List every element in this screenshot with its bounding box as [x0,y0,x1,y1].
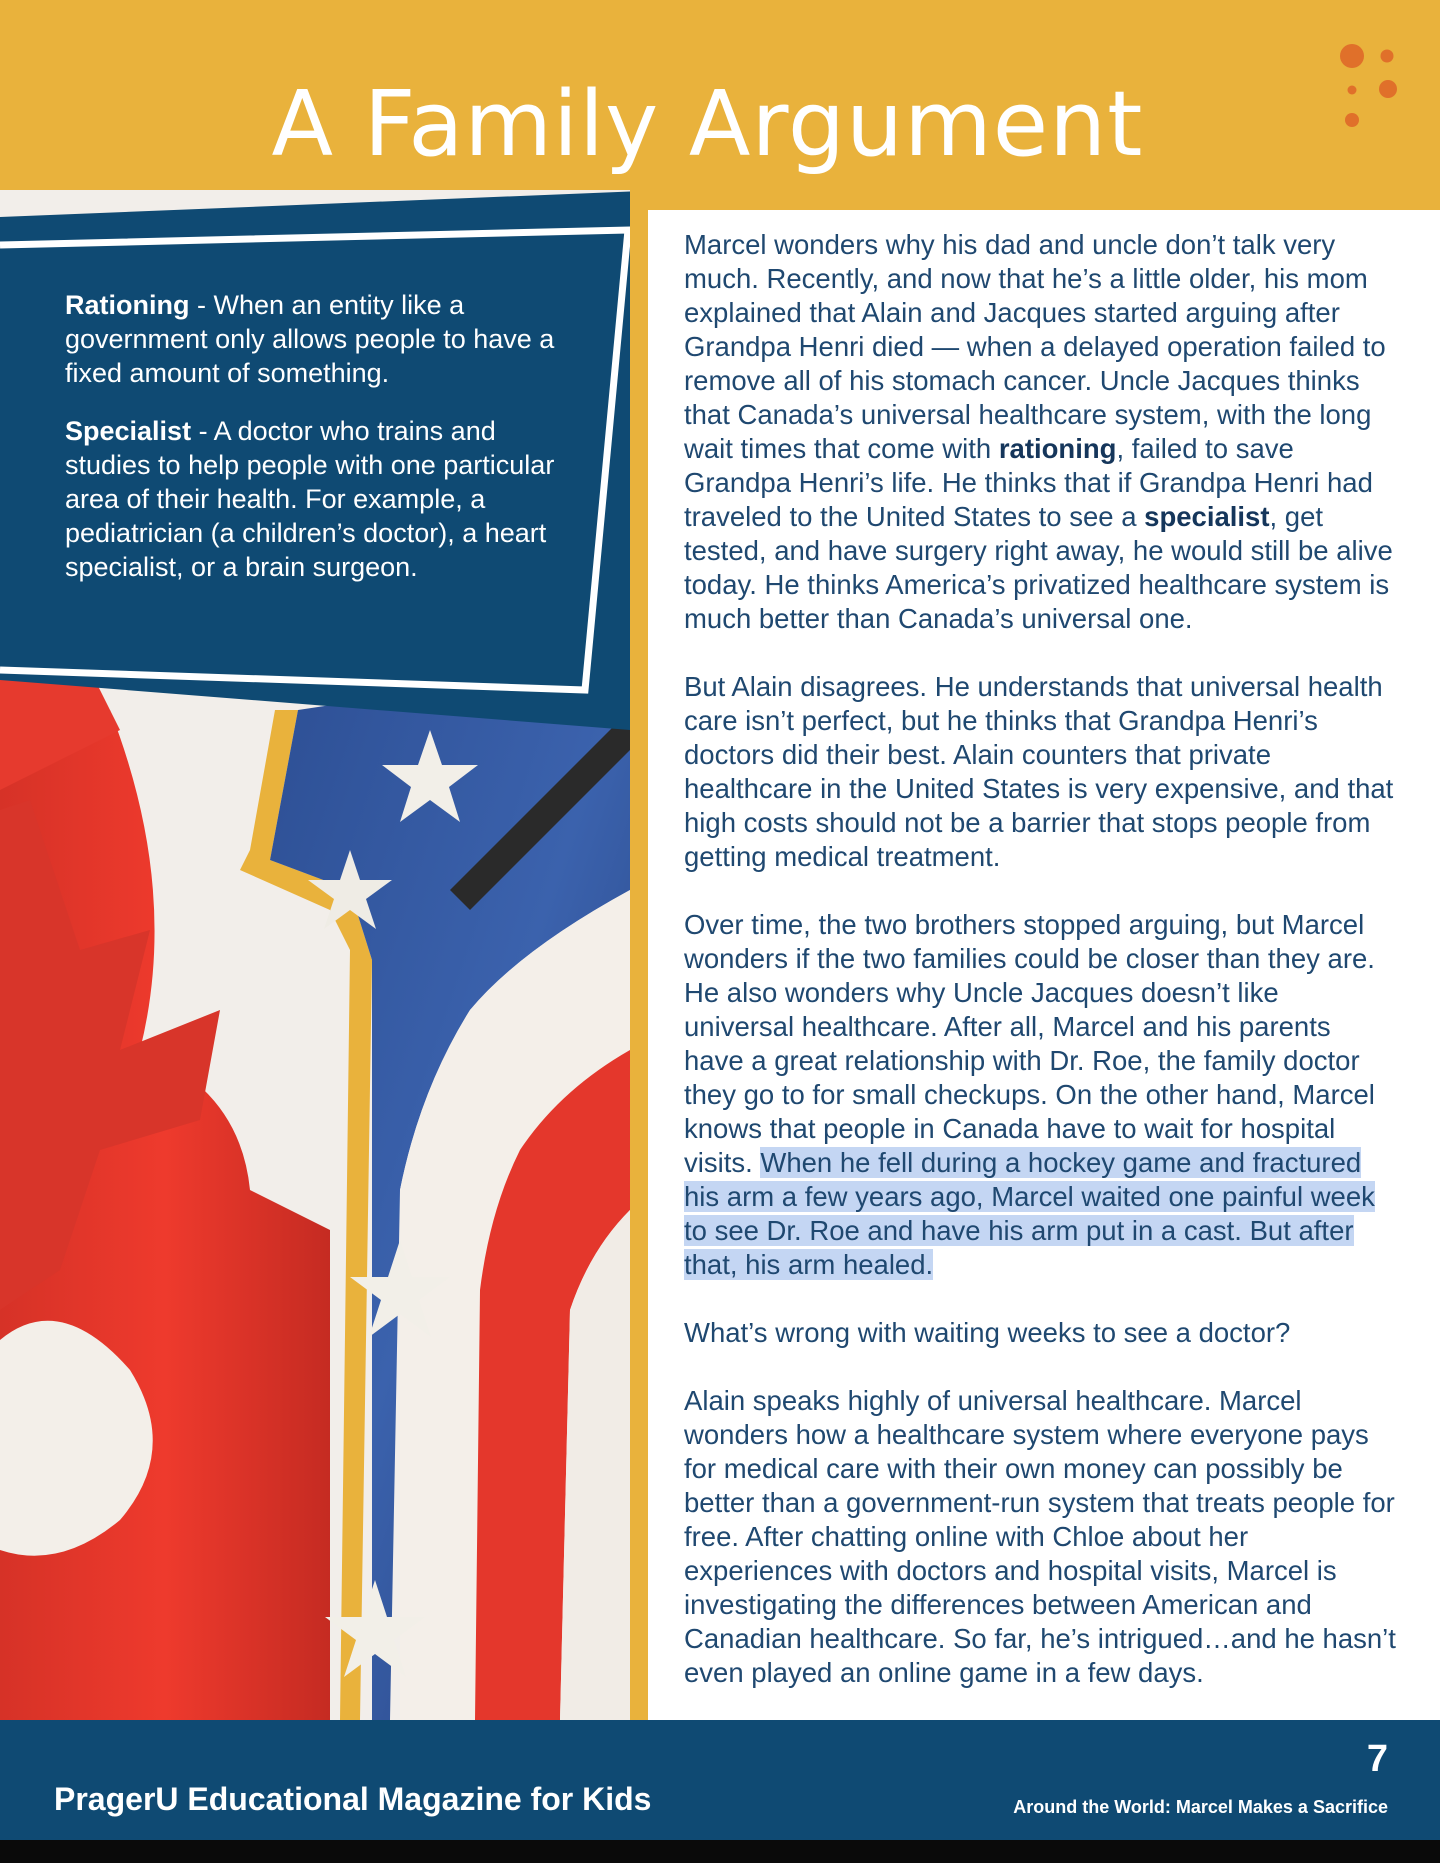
article-paragraph: Marcel wonders why his dad and uncle don’t talk very much. Recently, and now that he’s a little older, his mom explained that Alain and Jacques started arguing after Grandpa Henri died — when a delayed operation failed to remove all of his stomach cancer. Uncle Jacques thinks that Canada’s universal healthcare system, with the long wait times that come with rationing, failed to save Grandpa Henri’s life. He thinks that if Grandpa Henri had traveled to the United States to see a specialist, get tested, and have surgery right away, he would still be alive today. He thinks America’s privatized healthcare system is much better than Canada’s universal one. [684,229,1393,634]
column-divider [630,190,648,1720]
definition-item [65,288,565,390]
definition-item [65,414,565,584]
footer-band [0,1720,1440,1840]
decorative-dots-icon [1320,40,1400,140]
page-number: 7 [1366,1738,1388,1780]
article-paragraph: Over time, the two brothers stopped arguing, but Marcel wonders if the two families could be closer than they are. He also wonders why Uncle Jacques doesn’t like universal healthcare. After all, Marcel and his parents have a great relationship with Dr. Roe, the family doctor they go to for small checkups. On the other hand, Marcel knows that people in Canada have to wait for hospital visits. When he fell during a hockey game and fractured his arm a few years ago, Marcel waited one painful week to see Dr. Roe and have his arm put in a cast. But after that, his arm healed. [684,909,1375,1280]
definition-term: Rationing [65,290,190,320]
dot [1379,80,1397,98]
magazine-name: PragerU Educational Magazine for Kids [54,1781,652,1817]
article-question: What’s wrong with waiting weeks to see a doctor? [684,1317,1291,1348]
glossary-term-rationing: rationing [998,433,1117,464]
glossary-term-specialist: specialist [1144,501,1270,532]
definition-text: - When an entity like a government only allows people to have a fixed amount of something. [65,290,555,388]
footer-bottom-bar [0,1840,1440,1863]
selected-text[interactable]: When he fell during a hockey game and fractured his arm a few years ago, Marcel waited one painful week to see Dr. Roe and have his arm put in a cast. But after that, his arm healed. [684,1147,1375,1280]
issue-title: Around the World: Marcel Makes a Sacrifice [1013,1797,1388,1817]
page-title: A Family Argument [271,72,1144,177]
dot [1340,44,1364,68]
dot [1348,86,1357,95]
dot [1345,113,1359,127]
dot [1381,50,1394,63]
definition-text: - A doctor who trains and studies to help people with one particular area of their health. For example, a pediatrician (a children’s doctor), a heart specialist, or a brain surgeon. [65,416,555,582]
article-body [684,228,1396,1724]
definition-term: Specialist [65,416,192,446]
article-paragraph: Alain speaks highly of universal healthcare. Marcel wonders how a healthcare system where everyone pays for medical care with their own money can possibly be better than a government-run system that treats people for free. After chatting online with Chloe about her experiences with doctors and hospital visits, Marcel is investigating the differences between American and Canadian healthcare. So far, he’s intrigued…and he hasn’t even played an online game in a few days. [684,1385,1396,1688]
definitions-panel [65,288,565,608]
article-paragraph: But Alain disagrees. He understands that universal health care isn’t perfect, but he thinks that Grandpa Henri’s doctors did their best. Alain counters that private healthcare in the United States is very expensive, and that high costs should not be a barrier that stops people from getting medical treatment. [684,671,1394,872]
